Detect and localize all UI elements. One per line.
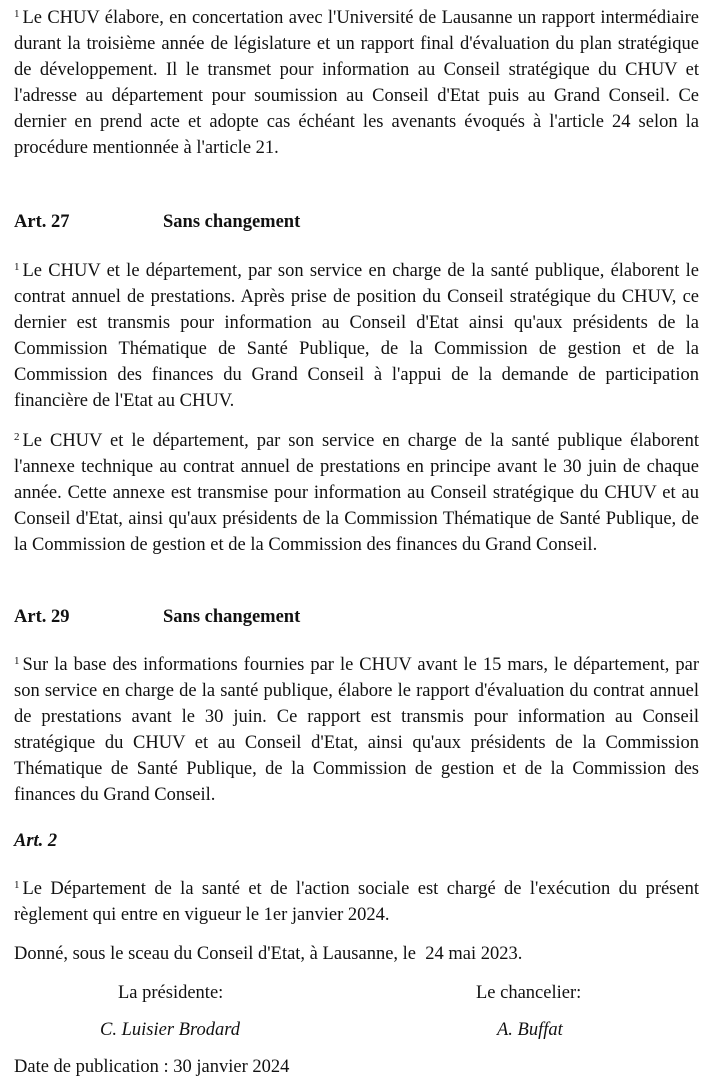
signature-right-title: Le chancelier: (476, 983, 582, 1003)
paragraph-art27-al1 (14, 258, 699, 414)
publication-date: Date de publication : 30 janvier 2024 (14, 1057, 290, 1077)
paragraph-number: 1 (14, 879, 20, 891)
signature-left-name: C. Luisier Brodard (100, 1020, 240, 1040)
paragraph-art26-al3 (14, 5, 699, 161)
paragraph-art27-al2 (14, 428, 699, 558)
paragraph-number: 1 (14, 8, 20, 20)
article-status: Sans changement (163, 607, 301, 627)
article-number: Art. 29 (14, 607, 70, 627)
paragraph-number: 1 (14, 261, 20, 273)
article-number: Art. 2 (14, 831, 58, 851)
paragraph-art29-al1 (14, 652, 699, 808)
paragraph-text: Le CHUV élabore, en concertation avec l'Université de Lausanne un rapport intermédiaire durant la troisième année de législature et un rapport final d'évaluation du plan stratégique de développement. Il le transmet pour information au Conseil stratégique du CHUV et l'adresse au département pour soumission au Conseil d'Etat puis au Grand Conseil. Ce dernier en prend acte et adopte cas échéant les avenants évoqués à l'article 24 selon la procédure mentionnée à l'article 21. (14, 8, 699, 158)
signature-right-name: A. Buffat (497, 1020, 563, 1040)
article-27-heading (14, 212, 300, 233)
paragraph-text: Sur la base des informations fournies par le CHUV avant le 15 mars, le département, par son service en charge de la santé publique, élabore le rapport d'évaluation du contrat annuel de prestations avant le 30 juin. Ce rapport est transmis pour information au Conseil stratégique du CHUV et au Conseil d'Etat, ainsi qu'aux présidents de la Commission Thématique de Santé Publique, de la Commission de gestion et de la Commission des finances du Grand Conseil. (14, 655, 699, 805)
paragraph-text: Le CHUV et le département, par son service en charge de la santé publique, élaborent le contrat annuel de prestations. Après prise de position du Conseil stratégique du CHUV, ce dernier est transmis pour information au Conseil d'Etat ainsi qu'aux présidents de la Commission Thématique de Santé Publique, de la Commission de gestion et de la Commission des finances du Grand Conseil à l'appui de la demande de participation financière de l'Etat au CHUV. (14, 261, 699, 411)
article-2-heading (14, 831, 57, 852)
article-number: Art. 27 (14, 212, 70, 232)
signature-left-title: La présidente: (118, 983, 224, 1003)
paragraph-text: Le CHUV et le département, par son service en charge de la santé publique élaborent l'annexe technique au contrat annuel de prestations en principe avant le 30 juin de chaque année. Cette annexe est transmise pour information au Conseil stratégique du CHUV et au Conseil d'Etat, ainsi qu'aux présidents de la Commission Thématique de Santé Publique, de la Commission de gestion et de la Commission des finances du Grand Conseil. (14, 431, 699, 555)
paragraph-number: 1 (14, 655, 20, 667)
given-statement: Donné, sous le sceau du Conseil d'Etat, à Lausanne, le 24 mai 2023. (14, 944, 523, 964)
paragraph-text: Le Département de la santé et de l'action sociale est chargé de l'exécution du présent règlement qui entre en vigueur le 1er janvier 2024. (14, 879, 699, 925)
paragraph-number: 2 (14, 431, 20, 443)
article-status: Sans changement (163, 212, 301, 232)
article-29-heading (14, 607, 300, 628)
paragraph-art2-al1 (14, 876, 699, 928)
